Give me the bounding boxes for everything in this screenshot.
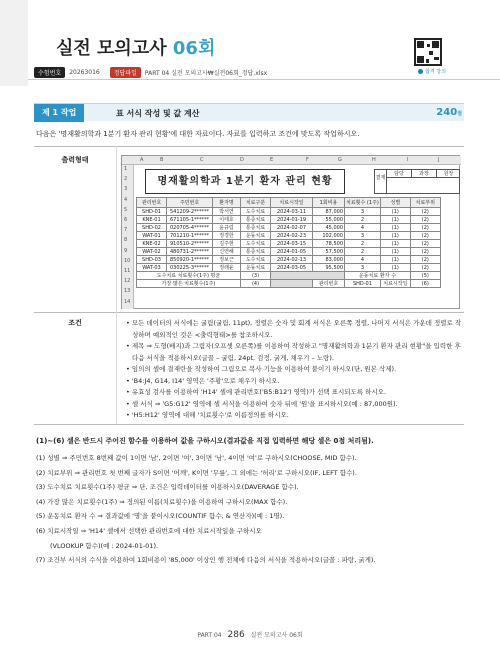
exam-id: 20263016 [69,69,100,76]
table-row [137,248,441,256]
header-cell: 환자명 [213,198,241,208]
table-cell: WAT-02 [137,248,167,256]
section-bar [34,103,464,121]
row-number: 4 [124,196,128,203]
table-cell: 2 [345,240,381,248]
section-tag: 제 1 작업 [34,104,84,122]
table-cell: (2) [410,224,440,232]
table-row [137,216,441,224]
task-items [36,451,464,568]
table-cell: 020705-4****** [167,224,213,232]
table-cell: 541209-2****** [167,208,213,216]
column-letter: F [306,157,309,163]
row-number: 12 [124,278,131,285]
table-cell: SHD-02 [137,224,167,232]
summary-blank [271,280,313,288]
table-cell: (2) [410,264,440,272]
answer-file: PART 04 실전 모의고사₩실전06회_정답.xlsx [144,70,268,77]
row-number: 14 [124,298,131,305]
table-cell: 2024-01-05 [271,248,313,256]
approval-col: 원장 [437,170,460,178]
column-letter: E [270,157,274,163]
table-cell: 2024-02-07 [271,224,313,232]
play-icon [418,69,423,74]
column-letter: H [372,157,376,163]
table-cell: 이태호 [213,216,241,224]
table-cell: 030225-3****** [167,264,213,272]
header-cell: 관리번호 [137,198,167,208]
row-number: 2 [124,176,128,183]
row-number: 1 [124,166,128,172]
data-table [136,197,441,288]
header-cell: 치료부위 [410,198,440,208]
header-cell: 주민번호 [167,198,213,208]
table-header-row [137,198,441,208]
qr-label[interactable]: 합격 강의 [418,68,446,75]
table-cell: 3 [345,264,381,272]
condition-item: • 'H5:H12' 영역에 대해 '치료횟수'로 이름정의를 하시오. [126,411,289,419]
column-letter: C [200,157,204,163]
summary-value: SHD-01 [345,280,381,288]
table-cell: 480731-2****** [167,248,213,256]
summary-label: 관리번호 [313,280,345,288]
intro-text: 다음은 '명재활의학과 1분기 환자 관리 현황'에 대한 자료이다. 자료를 입력하고 조건에 맞도록 작업하시오. [36,130,360,138]
table-cell: 701210-1****** [167,232,213,240]
header-cell: 치료횟수 (1주) [345,198,381,208]
table-cell: 윤규림 [213,224,241,232]
summary-value: (4) [241,280,271,288]
header-cell: 1회비용 [313,198,345,208]
table-row [137,240,441,248]
header-divider [28,79,500,80]
table-cell: 도수치료 [241,240,271,248]
header-cell: 치료구분 [241,198,271,208]
table-cell: 95,500 [313,264,345,272]
row-number: 10 [124,257,131,264]
table-cell: 2024-03-11 [271,208,313,216]
table-cell: (2) [410,216,440,224]
table-cell: 운동치료 [241,264,271,272]
table-divider [34,312,464,313]
page-footer [0,630,500,640]
approval-box [374,169,460,194]
page-title [56,34,215,60]
condition-item: • 유효성 검사를 이용하여 'H14' 셀에 관리번호('B5:B12') 영역)가 선택 표시되도록 하시오. [126,388,387,396]
approval-label: 결재 [375,170,387,193]
table-cell: 910510-2****** [167,240,213,248]
row-number: 5 [124,206,128,213]
table-cell: 운동치료 [241,232,271,240]
task-item: (5) 운동치료 환자 수 ⇒ 결과값에 '명'을 붙이시오(COUNTIF 함수, & 연산자)(예 : 1명). [36,512,285,521]
table-cell: (1) [380,240,410,248]
header-cell: 치료시작일 [271,198,313,208]
table-cell: (2) [410,232,440,240]
table-cell: 4 [345,224,381,232]
task-item: (6) 치료시작일 ⇒ 'H14' 셀에서 선택한 관리번호에 대한 치료시작일을 구하시오 [36,526,262,535]
summary-value: (3) [241,272,271,280]
column-letter: B [160,157,164,163]
table-cell: 2024-02-13 [271,256,313,264]
condition-item: • 임의의 셀에 결재란을 작성하여 그림으로 복사 기능을 이용하여 붙이기 하시오(단, 원본 삭제). [126,365,397,373]
table-cell: 김주현 [213,240,241,248]
table-cell: 3 [345,232,381,240]
table-cell: 정경한 [213,232,241,240]
row-number: 9 [124,247,128,254]
table-cell: 55,000 [313,216,345,224]
row-headers [122,165,134,309]
spreadsheet-preview [121,155,460,309]
table-cell: 통증치료 [241,216,271,224]
table-cell: 3 [345,208,381,216]
conditions-list [126,318,464,422]
exam-meta [34,67,273,78]
table-cell: 도수치료 [241,256,271,264]
table-cell: (1) [380,248,410,256]
table-cell: 2024-03-05 [271,264,313,272]
header-side-bar [0,0,28,86]
summary-label: 운동치료 환자 수 [345,272,411,280]
table-cell: (2) [410,208,440,216]
table-cell: 57,500 [313,248,345,256]
header-cell: 성별 [380,198,410,208]
condition-item: • 셀 서식 ⇒ 'G5:G12' 영역에 셀 서식을 이용하여 숫자 뒤에 '원'을 표시하시오(예 : 87,000원). [126,399,398,408]
table-divider [34,146,464,147]
table-row [137,256,441,264]
table-row [137,264,441,272]
table-cell: KNE-02 [137,240,167,248]
title-number: 06회 [172,38,216,59]
approval-col: 과장 [412,170,437,178]
table-cell: 박서연 [213,208,241,216]
sub-heading: (1)~(6) 셀은 반드시 주어진 함수를 이용하여 값을 구하시오(결과값을 직접 입력하면 해당 셀은 0점 처리됨). [36,437,374,445]
table-cell: 2024-03-15 [271,240,313,248]
table-cell: 83,000 [313,256,345,264]
table-cell: 102,000 [313,232,345,240]
exam-id-tag: 수험번호 [34,67,65,78]
table-cell: 850920-1****** [167,256,213,264]
column-divider [116,146,117,312]
summary-label: 가장 많은 치료횟수(1주) [137,280,241,288]
column-divider [116,312,117,424]
column-headers [122,156,461,165]
column-letter: G [338,157,342,163]
column-letter: I [407,157,409,163]
summary-row [137,280,441,288]
table-cell: WAT-01 [137,232,167,240]
page-number: 286 [227,630,245,640]
footer-chapter: 실전 모의고사 06회 [250,632,303,639]
table-row [137,232,441,240]
conditions-label: 조건 [68,319,82,327]
table-cell: (1) [380,224,410,232]
table-cell: (2) [410,240,440,248]
summary-value: (6) [410,280,440,288]
summary-row [137,272,441,280]
section-title: 표 서식 작성 및 값 계산 [116,109,200,118]
table-cell: (1) [380,232,410,240]
task-item: (1) 성별 ⇒ 주민번호 8번째 값이 1이면 '남', 2이면 '여', 3이면 '남', 4이면 '여'로 구하시오(CHOOSE, MID 함수). [36,454,357,462]
table-cell: WAT-03 [137,264,167,272]
table-cell: (2) [410,248,440,256]
output-label: 출력형태 [61,156,89,164]
table-cell: (1) [380,264,410,272]
approval-col: 담당 [387,170,412,178]
table-cell: 45,000 [313,224,345,232]
table-cell: KNE-01 [137,216,167,224]
table-cell: (1) [380,208,410,216]
task-item: (2) 치료부위 ⇒ 관리번호 첫 번째 글자가 S이면 '어깨', K이면 '무릎', 그 외에는 '허리'로 구하시오(IF, LEFT 함수). [36,468,357,477]
table-cell: 2 [345,248,381,256]
row-number: 6 [124,217,128,223]
table-row [137,208,441,216]
sheet-title: 명재활의학과 1분기 환자 관리 현황 [145,169,345,194]
column-letter: D [240,157,244,163]
table-cell: 정보근 [213,256,241,264]
table-cell: (1) [380,256,410,264]
section-points: 240점 [436,107,462,118]
table-row [137,224,441,232]
table-cell: 87,000 [313,208,345,216]
column-letter: J [438,157,440,163]
table-cell: 2024-01-19 [271,216,313,224]
qr-code-icon[interactable] [414,38,442,66]
condition-item: • 'B4:J4, G14, I14' 영역은 '주황'으로 채우기 하시오. [126,376,280,385]
table-cell: 671105-1****** [167,216,213,224]
task-item: (7) 조건부 서식의 수식을 이용하여 1회비용이 '85,000' 이상인 행 전체에 다음의 서식을 적용하시오(글꼴 : 파랑, 굵게). [36,556,376,565]
table-cell: SHD-01 [137,208,167,216]
table-divider [34,424,464,425]
page-header [0,0,500,86]
table-cell: 통증치료 [241,248,271,256]
task-item: (VLOOKUP 함수)(예 : 2024-01-01). [50,541,159,550]
table-cell: 4 [345,256,381,264]
table-cell: (2) [410,256,440,264]
row-number: 13 [124,288,131,295]
column-letter: A [140,157,144,163]
condition-item: • 제목 ⇒ 도형(배지)과 그림자(오프셋 오른쪽)를 이용하여 작성하고 "명재활의학과 1분기 환자 관리 현황"을 입력한 후 다음 서식을 적용하시오(글꼴 – 굴림, 24pt, 검정, 굵게, 채우기 – 노랑). [126,342,461,362]
answer-tag: 정답파일 [110,67,141,78]
condition-item: • 모든 데이터의 서식에는 굴림(굴림, 11pt), 정렬은 숫자 및 회계 서식은 오른쪽 정렬, 나머지 서식은 가운데 정렬로 작성하며 예외적인 것은 <출력형태>를 참조하시오. [126,319,462,339]
row-number: 11 [124,268,131,274]
summary-label: 치료시작일 [380,280,410,288]
table-cell: 2 [345,216,381,224]
table-cell: SHD-03 [137,256,167,264]
table-cell: 정래윤 [213,264,241,272]
table-cell: 신연해 [213,248,241,256]
summary-value: (5) [410,272,440,280]
row-number: 7 [124,227,128,234]
task-item: (3) 도수치료 치료횟수(1주) 평균 ⇒ 단, 조건은 입력데이터를 이용하시오(DAVERAGE 함수). [36,483,299,492]
table-cell: 78,500 [313,240,345,248]
table-cell: 통증치료 [241,224,271,232]
summary-label: 도수치료 치료횟수(1주) 평균 [137,272,241,280]
summary-blank [271,272,345,280]
table-cell: 도수치료 [241,208,271,216]
table-cell: (1) [380,216,410,224]
task-item: (4) 가장 많은 치료횟수(1주) ⇒ 정의된 이름(치료횟수)을 이용하여 구하시오(MAX 함수). [36,497,288,506]
row-number: 3 [124,186,128,193]
title-prefix: 실전 모의고사 [56,38,167,59]
row-number: 8 [124,237,128,244]
footer-part: PART 04 [197,632,222,639]
table-cell: 2024-02-23 [271,232,313,240]
